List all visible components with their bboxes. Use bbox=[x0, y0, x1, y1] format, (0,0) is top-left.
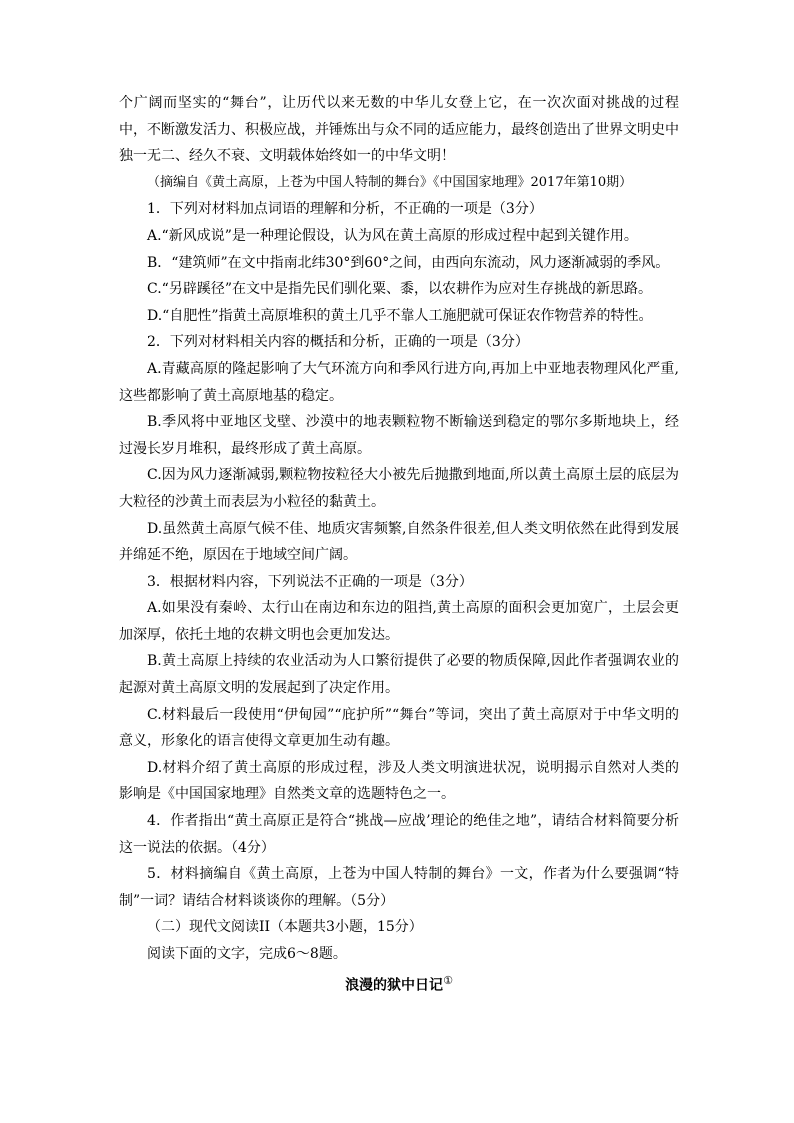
question-2-option-a: A.青藏高原的隆起影响了大气环流方向和季风行进方向,再加上中亚地表物理风化严重,这些都影响了黄土高原地基的稳定。 bbox=[119, 360, 679, 404]
question-3-option-d: D.材料介绍了黄土高原的形成过程，涉及人类文明演进状况，说明揭示自然对人类的影响是《中国国家地理》自然类文章的选题特色之一。 bbox=[119, 759, 679, 803]
article-title bbox=[119, 968, 679, 999]
question-1-option-b: B．“建筑师”在文中指南北纬30°到60°之间，由西向东流动，风力逐渐减弱的季风。 bbox=[147, 254, 670, 271]
question-2-option-d: D.虽然黄土高原气候不佳、地质灾害频繁,自然条件很差,但人类文明依然在此得到发展并绵延不绝，原因在于地域空间广阔。 bbox=[119, 520, 679, 564]
question-4: 4．作者指出“黄土高原正是符合“挑战—应战’理论的绝佳之地”，请结合材料简要分析这一说法的依据。（4分） bbox=[119, 813, 679, 856]
question-2-option-c: C.因为风力逐渐减弱,颗粒物按粒径大小被先后抛撒到地面,所以黄土高原土层的底层为大粒径的沙黄土而表层为小粒径的黏黄土。 bbox=[119, 467, 679, 510]
question-1-option-a: A.“新风成说”是一种理论假设，认为风在黄土高原的形成过程中起到关键作用。 bbox=[147, 227, 638, 244]
source-citation: （摘编自《黄土高原，上苍为中国人特制的舞台》《中国国家地理》2017年第10期） bbox=[147, 174, 633, 190]
passage-ending: 个广阔而坚实的“舞台”，让历代以来无数的中华儿女登上它，在一次次面对挑战的过程中，不断激发活力、积极应战，并锤炼出与众不同的适应能力，最终创造出了世界文明史中独一无二、经久不衰、文明载体始终如一的中华文明！ bbox=[119, 95, 679, 165]
question-3-option-c: C.材料最后一段使用“伊甸园”“庇护所”“舞台”等词，突出了黄土高原对于中华文明的意义，形象化的语言使得文章更加生动有趣。 bbox=[119, 706, 679, 750]
question-2-stem: 2．下列对材料相关内容的概括和分析，正确的一项是（3分） bbox=[147, 334, 529, 351]
question-1-option-c: C.“另辟蹊径”在文中是指先民们驯化粟、黍，以农耕作为应对生存挑战的新思路。 bbox=[147, 281, 652, 298]
question-3-option-a: A.如果没有秦岭、太行山在南边和东边的阻挡,黄土高原的面积会更加宽广，土层会更加深厚，依托土地的农耕文明也会更加发达。 bbox=[119, 600, 679, 643]
question-1-option-d: D.“自肥性”指黄土高原堆积的黄土几乎不靠人工施肥就可保证农作物营养的特性。 bbox=[147, 307, 653, 324]
question-5: 5．材料摘编自《黄土高原，上苍为中国人特制的舞台》一文，作者为什么要强调“特制”一词？请结合材料谈谈你的理解。（5分） bbox=[119, 866, 679, 909]
footnote-marker: ① bbox=[443, 973, 453, 987]
question-3-option-b: B.黄土高原上持续的农业活动为人口繁衍提供了必要的物质保障,因此作者强调农业的起源对黄土高原文明的发展起到了决定作用。 bbox=[119, 653, 679, 697]
document-body bbox=[119, 90, 679, 999]
section-2-instructions: 阅读下面的文字，完成6～8题。 bbox=[147, 946, 347, 962]
section-2-heading: （二）现代文阅读II（本题共3小题，15分） bbox=[147, 919, 423, 936]
question-2-option-b: B.季风将中亚地区戈壁、沙漠中的地表颗粒物不断输送到稳定的鄂尔多斯地块上，经过漫长岁月堆积，最终形成了黄土高原。 bbox=[119, 414, 679, 457]
question-1-stem: 1．下列对材料加点词语的理解和分析，不正确的一项是（3分） bbox=[147, 201, 543, 218]
article-title-text: 浪漫的狱中日记 bbox=[345, 977, 444, 994]
question-3-stem: 3．根据材料内容，下列说法不正确的一项是（3分） bbox=[147, 573, 473, 590]
